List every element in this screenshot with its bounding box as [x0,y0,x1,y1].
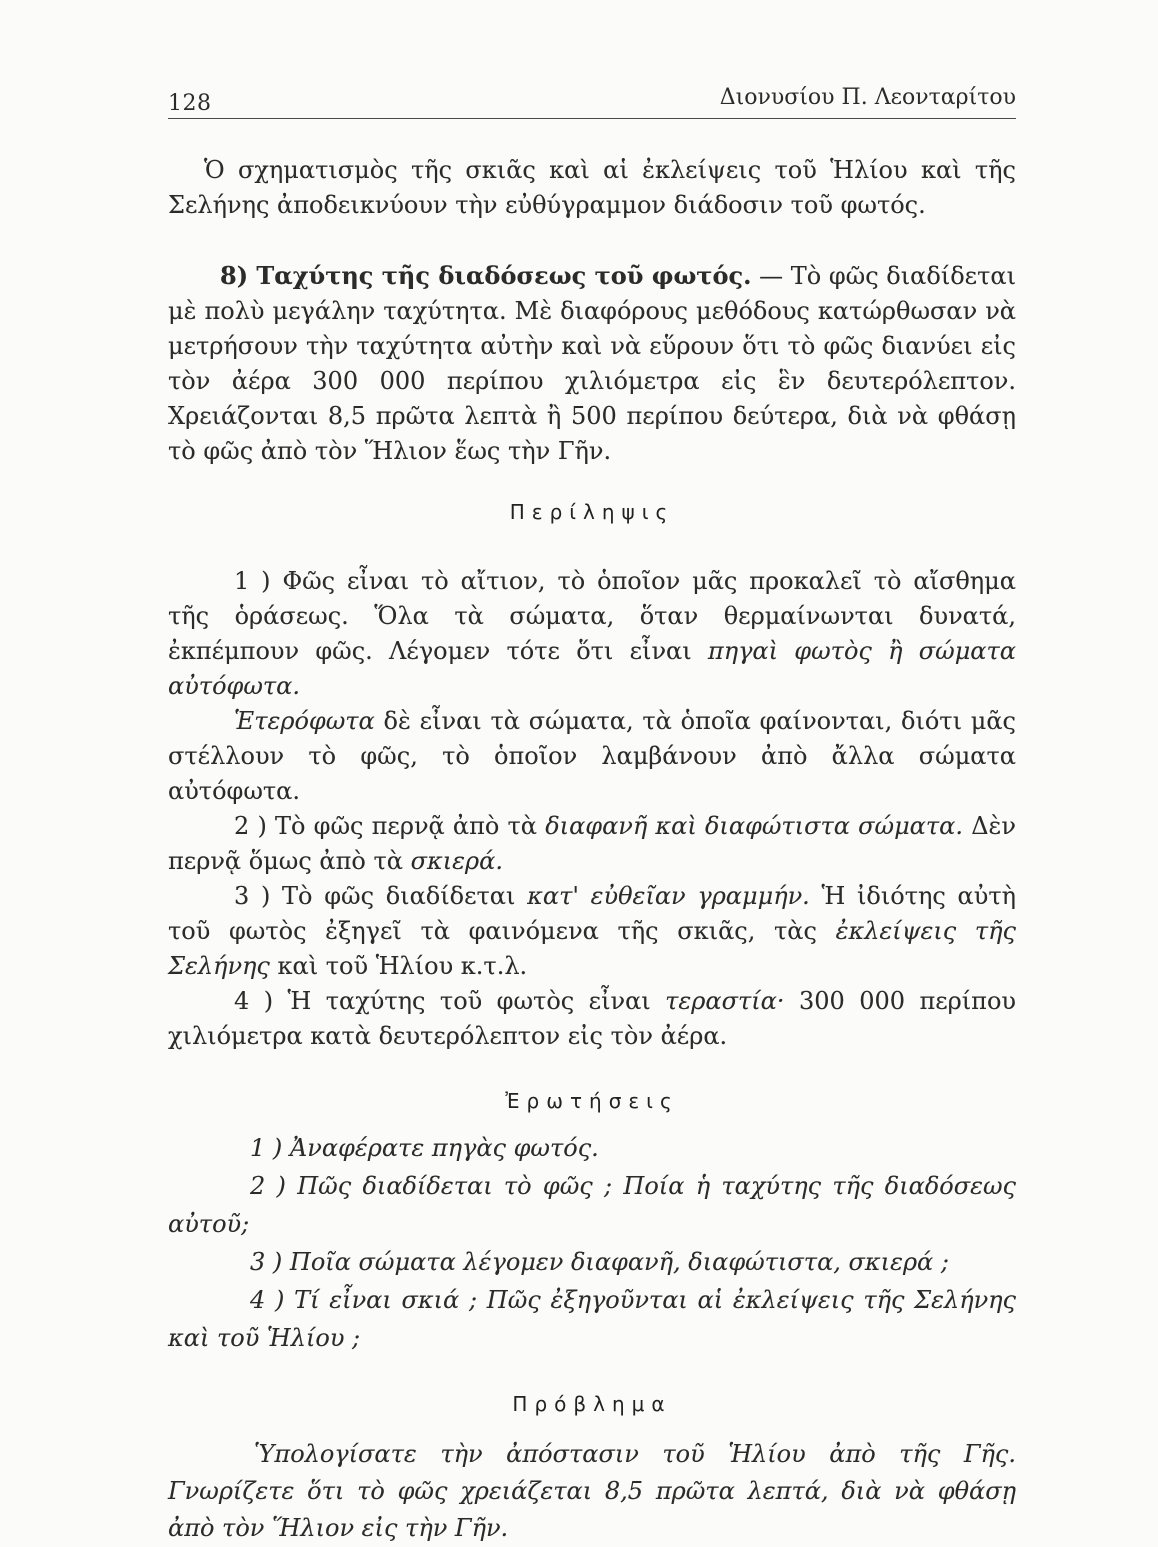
question-4-number: 4 ) [250,1286,285,1314]
summary-item-1-continuation-text: δὲ εἶναι τὰ σώματα, τὰ ὁποῖα φαίνονται, διότι μᾶς στέλλουν τὸ φῶς, τὸ ὁποῖον λαμβάνουν ἀπὸ ἄλλα σώματα αὐτόφωτα. [168,707,1016,805]
section-8-heading: 8) Ταχύτης τῆς διαδόσεως τοῦ φωτός. [220,261,752,290]
problem-text: Ὑπολογίσατε τὴν ἀπόστασιν τοῦ Ἡλίου ἀπὸ τῆς Γῆς. Γνωρίζετε ὅτι τὸ φῶς χρειάζεται 8,5 πρῶτα λεπτά, διὰ νὰ φθάσῃ ἀπὸ τὸν Ἥλιον εἰς τὴν Γῆν. [168,1440,1016,1542]
question-2-text: Πῶς διαδίδεται τὸ φῶς ; Ποία ἡ ταχύτης τῆς διαδόσεως αὐτοῦ; [168,1172,1016,1238]
summary-item-1-continuation-term: Ἑτερόφωτα [234,707,375,735]
question-1-number: 1 ) [250,1134,283,1162]
running-title: Διονυσίου Π. Λεονταρίτου [719,85,1016,110]
summary-item-3-emphasis-a: κατ' εὐθεῖαν γραμμήν. [527,882,810,910]
question-3 [168,1243,1016,1281]
summary-item-4-number: 4 ) [234,987,274,1015]
summary-item-3-text-c: καὶ τοῦ Ἡλίου κ.τ.λ. [277,952,528,980]
summary-item-3-text-b: Ἡ ἰδιότης αὐτὴ τοῦ φωτὸς ἐξηγεῖ τὰ φαινόμενα τῆς σκιᾶς, τὰς [168,882,1016,945]
summary-item-2-number: 2 ) [234,812,267,840]
summary-item-3-number: 3 ) [234,882,271,910]
intro-paragraph: Ὁ σχηματισμὸς τῆς σκιᾶς καὶ αἱ ἐκλείψεις τοῦ Ἡλίου καὶ τῆς Σελήνης ἀποδεικνύουν τὴν εὐθύγραμμον διάδοσιν τοῦ φωτός. [168,156,1016,219]
summary-item-2-emphasis-b: σκιερά. [410,847,503,875]
summary-item-1-emphasis: πηγαὶ φωτὸς ἢ σώματα αὐτόφωτα. [168,637,1016,700]
summary-item-4 [168,984,1016,1054]
question-3-text: Ποῖα σώματα λέγομεν διαφανῆ, διαφώτιστα, σκιερά ; [289,1248,949,1276]
questions-heading: Ἐρωτήσεις [505,1089,679,1113]
summary-item-4-emphasis: τεραστία· [665,987,785,1015]
running-head [168,70,1016,119]
question-2 [168,1167,1016,1243]
question-4-text: Τί εἶναι σκιά ; Πῶς ἐξηγοῦνται αἱ ἐκλείψεις τῆς Σελήνης καὶ τοῦ Ἡλίου ; [168,1286,1016,1352]
question-3-number: 3 ) [250,1248,283,1276]
question-4 [168,1281,1016,1357]
summary-item-2 [168,809,1016,879]
question-1 [168,1129,1016,1167]
summary-item-2-text-b: Δὲν περνᾷ ὅμως ἀπὸ τὰ [168,812,1016,875]
summary-item-1-text: Φῶς εἶναι τὸ αἴτιον, τὸ ὁποῖον μᾶς προκαλεῖ τὸ αἴσθημα τῆς ὁράσεως. Ὅλα τὰ σώματα, ὅταν θερμαίνωνται δυνατά, ἐκπέμπουν φῶς. Λέγομεν τότε ὅτι εἶναι [168,567,1016,665]
text-block [168,70,1016,1547]
question-2-number: 2 ) [250,1172,286,1200]
summary-item-3-text-a: Τὸ φῶς διαδίδεται [282,882,516,910]
summary-item-1 [168,564,1016,704]
section-8-paragraph [168,258,1016,469]
problem-heading: Πρόβλημα [512,1392,672,1416]
summary-item-4-text-a: Ἡ ταχύτης τοῦ φωτὸς εἶναι [287,987,651,1015]
summary-item-2-text-a: Τὸ φῶς περνᾷ ἀπὸ τὰ [275,812,538,840]
summary-heading: Περίληψις [509,500,675,524]
summary-item-3-emphasis-b: ἐκλείψεις τῆς Σελήνης [168,917,1016,980]
page-number: 128 [168,91,212,116]
section-8-dash: — [759,262,784,290]
question-1-text: Ἀναφέρατε πηγὰς φωτός. [289,1134,599,1162]
summary-item-2-emphasis-a: διαφανῆ καὶ διαφώτιστα σώματα. [545,812,963,840]
summary-item-4-text-b: 300 000 περίπου χιλιόμετρα κατὰ δευτερόλεπτον εἰς τὸν ἀέρα. [168,987,1016,1050]
summary-item-1-number: 1 ) [234,567,271,595]
summary-item-1-continuation [168,704,1016,809]
section-8-text: Τὸ φῶς διαδίδεται μὲ πολὺ μεγάλην ταχύτητα. Μὲ διαφόρους μεθόδους κατώρθωσαν νὰ μετρήσουν τὴν ταχύτητα αὐτὴν καὶ νὰ εὕρουν ὅτι τὸ φῶς διανύει εἰς τὸν ἀέρα 300 000 περίπου χιλιόμετρα εἰς ἓν δευτερόλεπτον. Χρειάζονται 8,5 πρῶτα λεπτὰ ἢ 500 περίπου δεύτερα, διὰ νὰ φθάσῃ τὸ φῶς ἀπὸ τὸν Ἥλιον ἕως τὴν Γῆν. [168,262,1017,465]
summary-item-3 [168,879,1016,984]
